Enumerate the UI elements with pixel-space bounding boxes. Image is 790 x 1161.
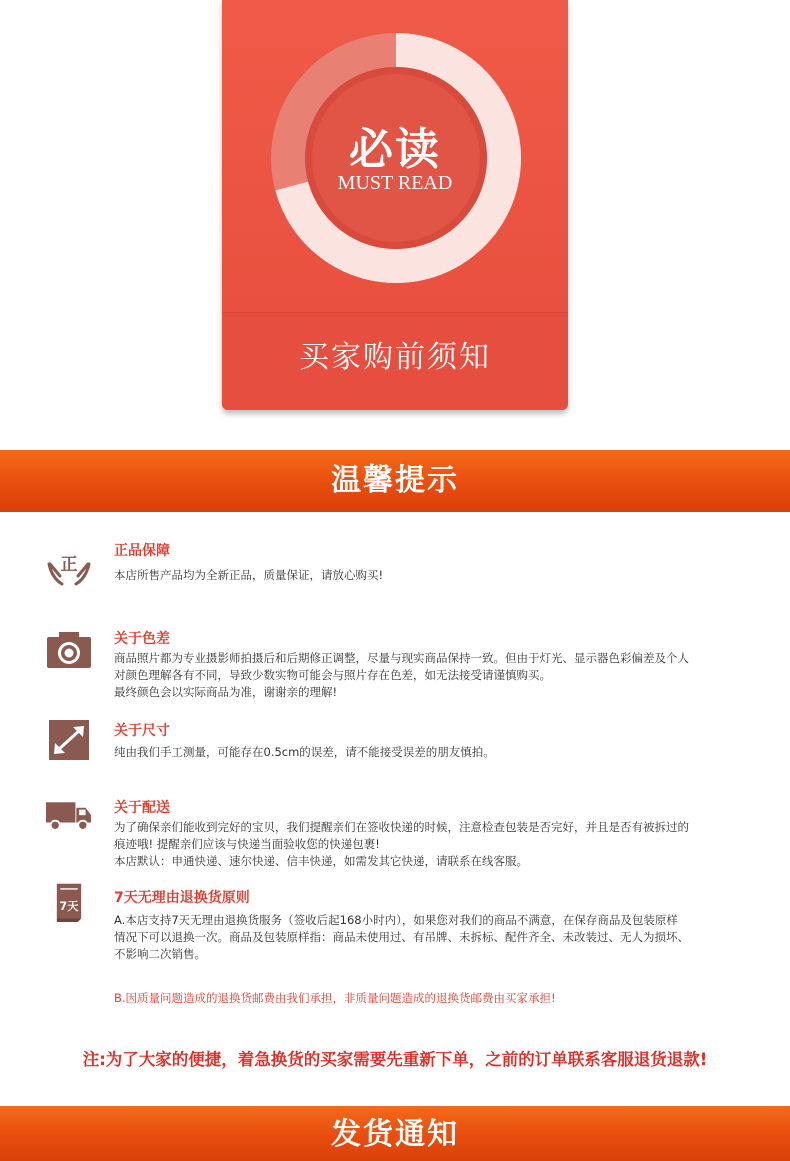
- item-title: 7天无理由退换货原则: [114, 890, 250, 906]
- item-title: 关于色差: [114, 631, 170, 647]
- item-body: [114, 744, 774, 761]
- calendar-7-icon: [46, 882, 92, 922]
- item-line: 情况下可以退换一次。商品及包装原样指：商品未使用过、有吊牌、未拆标、配件齐全、未改装过、无人为损坏、: [114, 930, 689, 944]
- item-line: 纯由我们手工测量，可能存在0.5cm的误差，请不能接受误差的朋友慎拍。: [114, 745, 495, 759]
- item-body: [114, 650, 774, 701]
- resize-arrow-icon: [46, 720, 92, 760]
- item-line: 本店默认：申通快递、速尔快递、信丰快递，如需发其它快递，请联系在线客服。: [114, 854, 528, 868]
- section-title-tips: 温馨提示: [331, 463, 459, 498]
- item-line: 商品照片都为专业摄影师拍摄后和后期修正调整，尽量与现实商品保持一致。但由于灯光、显示器色彩偏差及个人: [114, 651, 689, 665]
- item-body: [114, 819, 774, 870]
- item-title: 关于配送: [114, 800, 170, 816]
- section-bar-shipping: [0, 1106, 790, 1161]
- must-read-en: MUST READ: [337, 172, 453, 194]
- card-title: 买家购前须知: [299, 340, 491, 375]
- item-title: 关于尺寸: [114, 723, 170, 739]
- item-body: [114, 912, 774, 963]
- return-note-line: B.因质量问题造成的退换货邮费由我们承担，非质量问题造成的退换货邮费由买家承担!: [114, 991, 556, 1005]
- genuine-hands-icon: [46, 548, 92, 588]
- must-read-card: [222, 0, 568, 410]
- genuine-icon-text: 正: [60, 555, 78, 575]
- return-note: [114, 990, 774, 1007]
- section-bar-tips: [0, 450, 790, 512]
- final-note: 注:为了大家的便捷，着急换货的买家需要先重新下单，之前的订单联系客服退货退款!: [82, 1050, 708, 1069]
- item-line: 对颜色理解各有不同，导致少数实物可能会与照片存在色差，如无法接受请谨慎购买。: [114, 668, 551, 682]
- truck-icon: [46, 797, 92, 837]
- calendar-icon-text: 7天: [59, 899, 79, 913]
- item-line: A.本店支持7天无理由退换货服务（签收后起168小时内），如果您对我们的商品不满意，在保存商品及包装原样: [114, 913, 678, 927]
- item-line: 为了确保亲们能收到完好的宝贝，我们提醒亲们在签收快递的时候，注意检查包装是否完好，并且是否有被拆过的: [114, 820, 689, 834]
- item-line: 痕迹哦! 提醒亲们应该与快递当面验收您的快递包裹!: [114, 837, 380, 851]
- section-title-shipping: 发货通知: [331, 1117, 459, 1152]
- must-read-cn: 必读: [349, 124, 441, 175]
- item-line: 最终颜色会以实际商品为准，谢谢亲的理解!: [114, 685, 338, 699]
- item-line: 不影响二次销售。: [114, 947, 206, 961]
- item-line: 本店所售产品均为全新正品，质量保证，请放心购买!: [114, 568, 384, 582]
- item-title: 正品保障: [114, 543, 170, 559]
- item-body: [114, 567, 774, 584]
- camera-icon: [46, 630, 92, 670]
